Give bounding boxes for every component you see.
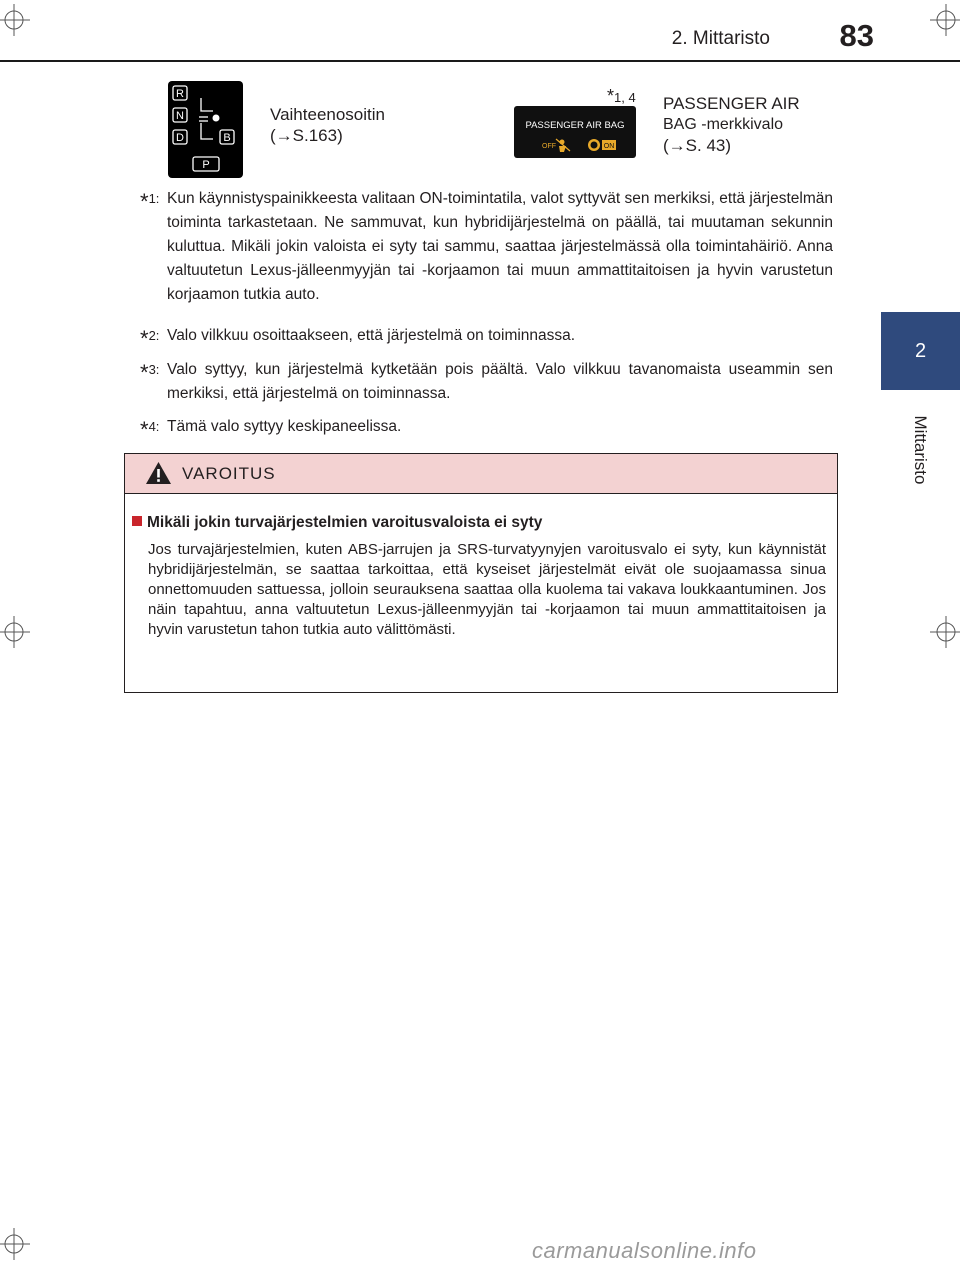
- footnote-mark: *2:: [140, 326, 160, 351]
- chapter-number: 2: [914, 339, 927, 362]
- shift-letter-r: R: [176, 88, 184, 100]
- footnote-text: Tämä valo syttyy keskipaneelissa.: [167, 418, 402, 435]
- shift-letter-d: D: [176, 132, 184, 144]
- footnote-1: [127, 187, 833, 307]
- warning-title: VAROITUS: [182, 464, 276, 483]
- passenger-airbag-indicator-icon: [514, 106, 636, 158]
- chapter-label: Mittaristo: [911, 415, 930, 485]
- bullet-square-icon: [132, 516, 142, 526]
- section-title: 2. Mittaristo: [671, 28, 770, 49]
- warning-triangle-icon: [145, 461, 172, 485]
- page-number: 83: [839, 18, 874, 53]
- warning-body: Jos turvajärjestelmien, kuten ABS-jarrujen ja SRS-turvatyynyjen varoitusvalo ei syty, kun käynnistät hybridijärjestelmän, se saattaa tarkoittaa, että kyseiset järjestelmät eivät ole suojaamassa sinua onnettomuuden sattuessa, jolloin seurauksena saattaa olla kuolema tai vakava loukkaantuminen. Jos näin tapahtuu, anna valtuutetun Lexus-jälleenmyyjän tai -korjaamon tai muun ammattitaitoisen ja hyvin varustetun tahon tutkia auto välittömästi.: [148, 541, 826, 638]
- page-reference: (→S.163): [270, 126, 343, 145]
- shift-indicator-description: Vaihteenosoitin (→S.163): [270, 105, 385, 145]
- footnote-text: Valo syttyy, kun järjestelmä kytketään pois päältä. Valo vilkkuu tavanomaista useammin sen merkiksi, että järjestelmä on toiminnassa.: [167, 361, 833, 402]
- footnote-mark: *1:: [140, 189, 160, 214]
- watermark: carmanualsonline.info: [532, 1238, 757, 1263]
- shift-letter-b: B: [223, 132, 231, 144]
- shift-letter-n: N: [176, 110, 184, 122]
- footnote-mark: *3:: [140, 360, 160, 385]
- chapter-tab: [881, 312, 960, 390]
- warning-header: [125, 454, 837, 494]
- airbag-indicator-description: PASSENGER AIR BAG -merkkivalo (→S. 43): [663, 93, 833, 156]
- footnote-mark: *4:: [140, 417, 160, 442]
- shift-letter-p: P: [202, 159, 210, 171]
- airbag-icon-text: PASSENGER AIR BAG: [525, 120, 625, 131]
- airbag-on-label: ON: [603, 143, 615, 150]
- footnote-text: Kun käynnistyspainikkeesta valitaan ON-toimintatila, valot syttyvät sen merkiksi, että järjestelmän toiminta tarkastetaan. Ne sammuvat, kun hybridijärjestelmä on päällä, tai muutaman sekunnin kuluttua. Mikäli jokin valoista ei syty tai sammu, saattaa järjestelmässä olla toimintahäiriö. Anna valtuutetun Lexus-jälleenmyyjän tai -korjaamon tai muun ammattitaitoisen ja hyvin varustetun korjaamon tutkia auto.: [167, 190, 833, 303]
- footnote-reference: *1, 4: [607, 86, 636, 106]
- warning-box: [124, 453, 838, 693]
- warning-subheading: Mikäli jokin turvajärjestelmien varoitusvaloista ei syty: [132, 514, 542, 532]
- shift-position-indicator-icon: [168, 81, 243, 178]
- footnote-text: Valo vilkkuu osoittaakseen, että järjestelmä on toiminnassa.: [167, 327, 576, 344]
- header-rule: [0, 60, 960, 62]
- footnote-4: [127, 415, 833, 442]
- airbag-off-label: OFF: [542, 143, 556, 150]
- footnote-3: [127, 358, 833, 406]
- footnote-2: [127, 324, 833, 351]
- page-reference: (→S. 43): [663, 136, 732, 155]
